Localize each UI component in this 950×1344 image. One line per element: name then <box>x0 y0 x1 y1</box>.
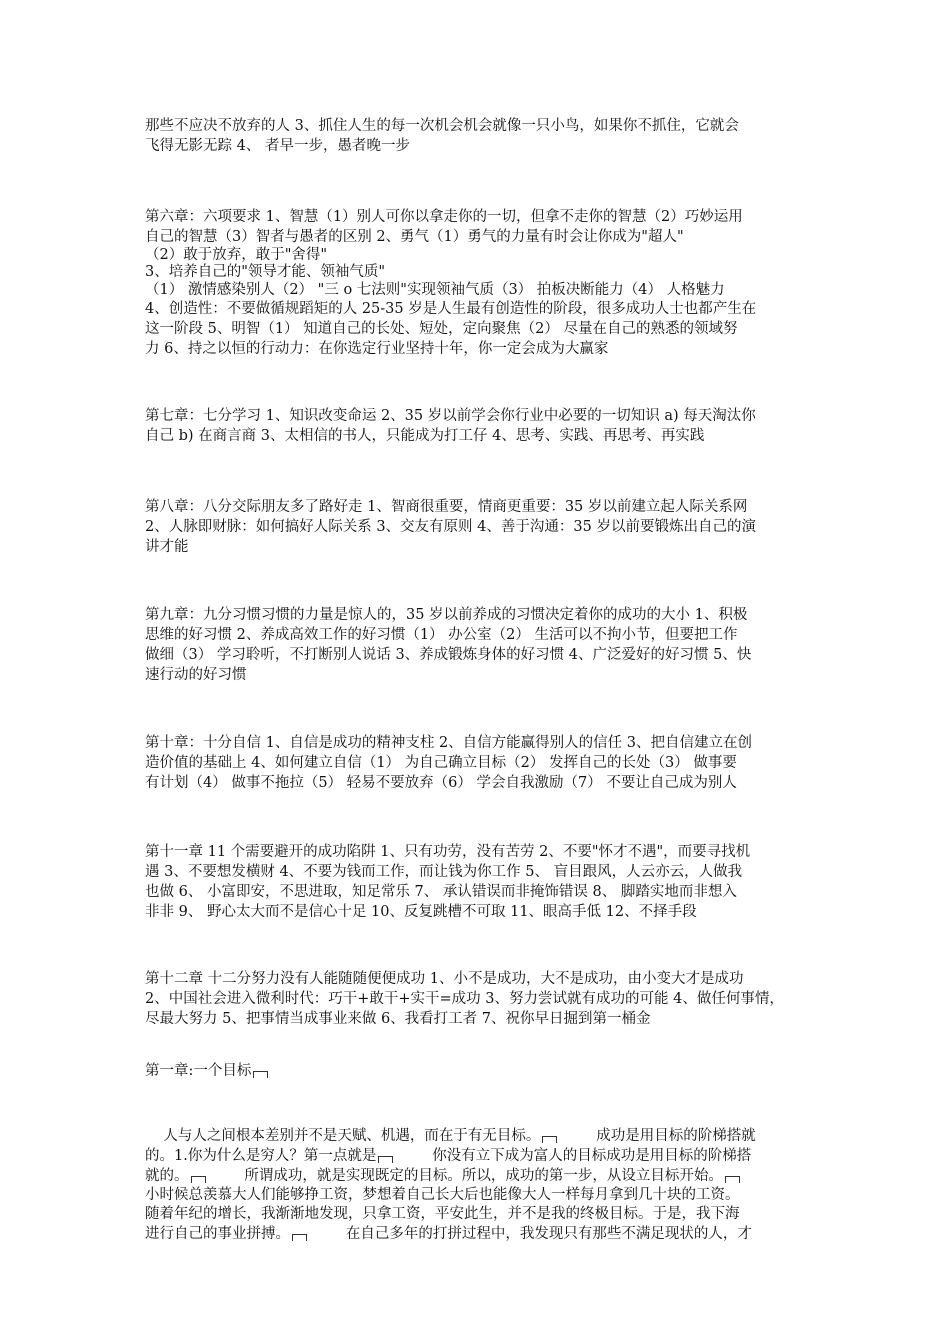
text-line <box>145 1126 810 1146</box>
paragraph-intro <box>145 116 810 156</box>
placeholder-mark-icon <box>378 1156 393 1163</box>
text-line: 随着年纪的增长，我渐渐地发现，只拿工资，平安此生，并不是我的终极目标。于是，我下海 <box>145 1206 740 1222</box>
chapter-7 <box>145 406 810 446</box>
chapter-12 <box>145 969 810 1029</box>
text-line: 尽最大努力 5、把事情当成事业来做 6、我看打工者 7、祝你早日掘到第一桶金 <box>145 1011 651 1027</box>
text-line: 第十章：十分自信 1、自信是成功的精神支柱 2、自信方能赢得别人的信任 3、把自信建立在创 <box>145 735 752 751</box>
text-line: 遇 3、不要想发横财 4、不要为钱而工作，而让钱为你工作 5、 盲目跟风，人云亦云，人做我 <box>145 864 743 880</box>
text-segment: 人与人之间根本差别并不是天赋、机遇，而在于有无目标。 <box>145 1128 541 1144</box>
chapter-title: 第一章:一个目标 <box>145 1063 252 1079</box>
text-line <box>145 1224 810 1244</box>
text-line: 小时候总羡慕大人们能够挣工资，梦想着自己长大后也能像大人一样每月拿到几十块的工资。 <box>145 1187 740 1203</box>
text-line: （1） 激情感染别人（2） "三 o 七法则"实现领袖气质（3） 拍板决断能力（4） 人格魅力 <box>145 282 725 298</box>
text-line: 自己的智慧（3）智者与愚者的区别 2、勇气（1）勇气的力量有时会让你成为"超人" <box>145 229 684 245</box>
chapter-11 <box>145 842 810 922</box>
chapter-8 <box>145 497 810 557</box>
text-line: 2、人脉即财脉：如何搞好人际关系 3、交友有原则 4、善于沟通：35 岁以前要锻炼出自己的演 <box>145 519 756 535</box>
text-line: 也做 6、 小富即安，不思进取，知足常乐 7、 承认错误而非掩饰错误 8、 脚踏实地而非想入 <box>145 884 737 900</box>
placeholder-mark-icon <box>292 1234 307 1241</box>
text-line: （2）敢于放弃，敢于"舍得" <box>145 247 328 263</box>
text-segment: 就的。 <box>145 1168 189 1184</box>
text-line: 第九章：九分习惯习惯的力量是惊人的，35 岁以前养成的习惯决定着你的成功的大小 1、积极 <box>145 607 748 623</box>
text-line: 非非 9、 野心太大而不是信心十足 10、反复跳槽不可取 11、眼高手低 12、不择手段 <box>145 904 697 920</box>
chapter-1-title-line <box>145 1061 810 1081</box>
text-line: 飞得无影无踪 4、 者早一步，愚者晚一步 <box>145 138 410 154</box>
text-line: 那些不应决不放弃的人 3、抓住人生的每一次机会机会就像一只小鸟，如果你不抓住，它就会 <box>145 118 739 134</box>
placeholder-mark-icon <box>253 1071 268 1078</box>
text-line: 自己 b) 在商言商 3、太相信的书人，只能成为打工仔 4、思考、实践、再思考、再实践 <box>145 428 705 444</box>
chapter-6 <box>145 207 810 359</box>
text-line: 速行动的好习惯 <box>145 667 247 683</box>
text-line: 4、创造性：不要做循规蹈矩的人 25-35 岁是人生最有创造性的阶段，很多成功人士也都产生在 <box>145 301 757 317</box>
text-segment: 成功是用目标的阶梯搭就 <box>559 1128 756 1144</box>
chapter-1-body <box>145 1126 810 1244</box>
text-line: 第八章：八分交际朋友多了路好走 1、智商很重要，情商更重要：35 岁以前建立起人际关系网 <box>145 499 748 515</box>
text-line <box>145 1146 810 1166</box>
text-segment: 你没有立下成为富人的目标成功是用目标的阶梯搭 <box>395 1148 752 1164</box>
text-line: 3、培养自己的"领导才能、领袖气质" <box>145 264 386 280</box>
text-line: 第十二章 十二分努力没有人能随随便便成功 1、小不是成功，大不是成功，由小变大才是成功 <box>145 971 744 987</box>
placeholder-mark-icon <box>542 1136 557 1143</box>
text-line: 有计划（4） 做事不拖拉（5） 轻易不要放弃（6） 学会自我激励（7） 不要让自己成为别人 <box>145 775 737 791</box>
text-segment: 所谓成功，就是实现既定的目标。所以，成功的第一步，从设立目标开始。 <box>207 1168 723 1184</box>
text-line: 第十一章 11 个需要避开的成功陷阱 1、只有功劳，没有苦劳 2、不要"怀才不遇"，而要寻找机 <box>145 844 751 860</box>
text-line: 讲才能 <box>145 539 189 555</box>
text-segment: 进行自己的事业拼搏。 <box>145 1226 290 1242</box>
text-line: 第六章：六项要求 1、智慧（1）别人可你以拿走你的一切，但拿不走你的智慧（2）巧妙运用 <box>145 209 743 225</box>
text-line: 思维的好习惯 2、养成高效工作的好习惯（1） 办公室（2） 生活可以不拘小节，但要把工作 <box>145 627 738 643</box>
placeholder-mark-icon <box>191 1176 206 1183</box>
chapter-9 <box>145 605 810 685</box>
chapter-10 <box>145 733 810 793</box>
chapter-1-heading <box>145 1061 810 1081</box>
text-line: 做细（3） 学习聆听，不打断别人说话 3、养成锻炼身体的好习惯 4、广泛爱好的好习惯 5、快 <box>145 647 752 663</box>
text-line: 这一阶段 5、明智（1） 知道自己的长处、短处，定向聚焦（2） 尽量在自己的熟悉的领域努 <box>145 321 738 337</box>
text-line: 造价值的基础上 4、如何建立自信（1） 为自己确立目标（2） 发挥自己的长处（3） 做事要 <box>145 755 737 771</box>
text-line: 2、中国社会进入微利时代：巧干+敢干+实干=成功 3、努力尝试就有成功的可能 4、做任何事情， <box>145 991 784 1007</box>
text-segment: 在自己多年的打拼过程中，我发现只有那些不满足现状的人，才 <box>309 1226 752 1242</box>
text-segment: 的。1.你为什么是穷人？第一点就是 <box>145 1148 377 1164</box>
text-line <box>145 1166 810 1186</box>
text-line: 力 6、持之以恒的行动力：在你选定行业坚持十年，你一定会成为大赢家 <box>145 341 609 357</box>
placeholder-mark-icon <box>725 1176 740 1183</box>
text-line: 第七章：七分学习 1、知识改变命运 2、35 岁以前学会你行业中必要的一切知识 a) 每天淘汰你 <box>145 408 756 424</box>
